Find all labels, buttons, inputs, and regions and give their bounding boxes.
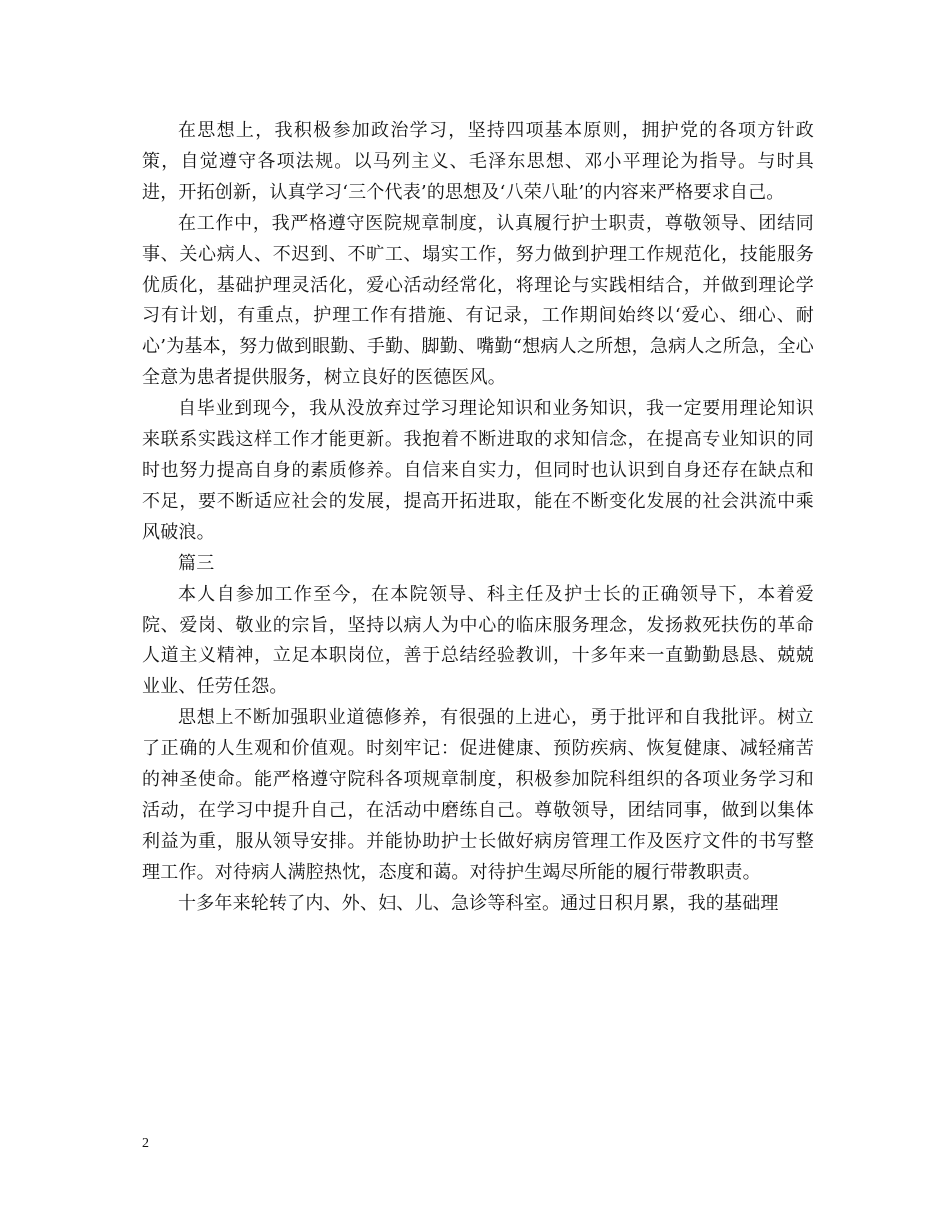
document-body	[142, 116, 814, 920]
paragraph-rotation: 十多年来轮转了内、外、妇、儿、急诊等科室。通过日积月累，我的基础理	[178, 892, 779, 914]
paragraph-study: 自毕业到现今，我从没放弃过学习理论知识和业务知识，我一定要用理论知识来联系实践这样工作才能更新。我抱着不断进取的求知信念，在提高专业知识的同时也努力提高自身的素质修养。自信来自实力，但同时也认识到自身还存在缺点和不足，要不断适应社会的发展，提高开拓进取，能在不断变化发展的社会洪流中乘风破浪。	[142, 398, 814, 543]
paragraph-ideology: 在思想上，我积极参加政治学习，坚持四项基本原则，拥护党的各项方针政策，自觉遵守各项法规。以马列主义、毛泽东思想、邓小平理论为指导。与时具进，开拓创新，认真学习‘三个代表’的思想及‘八荣八耻’的内容来严格要求自己。	[142, 120, 814, 203]
page-number: 2	[142, 1136, 149, 1151]
section-heading: 篇三	[178, 552, 215, 574]
paragraph-ethics: 思想上不断加强职业道德修养，有很强的上进心，勇于批评和自我批评。树立了正确的人生观和价值观。时刻牢记：促进健康、预防疾病、恢复健康、减轻痛苦的神圣使命。能严格遵守院科各项规章制度，积极参加院科组织的各项业务学习和活动，在学习中提升自己，在活动中磨练自己。尊敬领导，团结同事，做到以集体利益为重，服从领导安排。并能协助护士长做好病房管理工作及医疗文件的书写整理工作。对待病人满腔热忱，态度和蔼。对待护生竭尽所能的履行带教职责。	[142, 707, 814, 883]
paragraph-work: 在工作中，我严格遵守医院规章制度，认真履行护士职责，尊敬领导、团结同事、关心病人、不迟到、不旷工、塌实工作，努力做到护理工作规范化，技能服务优质化，基础护理灵活化，爱心活动经常化，将理论与实践相结合，并做到理论学习有计划，有重点，护理工作有措施、有记录，工作期间始终以‘爱心、细心、耐心’为基本，努力做到眼勤、手勤、脚勤、嘴勤“想病人之所想，急病人之所急，全心全意为患者提供服务，树立良好的医德医风。	[142, 212, 814, 389]
paragraph-introduction: 本人自参加工作至今，在本院领导、科主任及护士长的正确领导下，本着爱院、爱岗、敬业的宗旨，坚持以病人为中心的临床服务理念，发扬救死扶伤的革命人道主义精神，立足本职岗位，善于总结经验教训，十多年来一直勤勤恳恳、兢兢业业、任劳任怨。	[142, 583, 814, 698]
